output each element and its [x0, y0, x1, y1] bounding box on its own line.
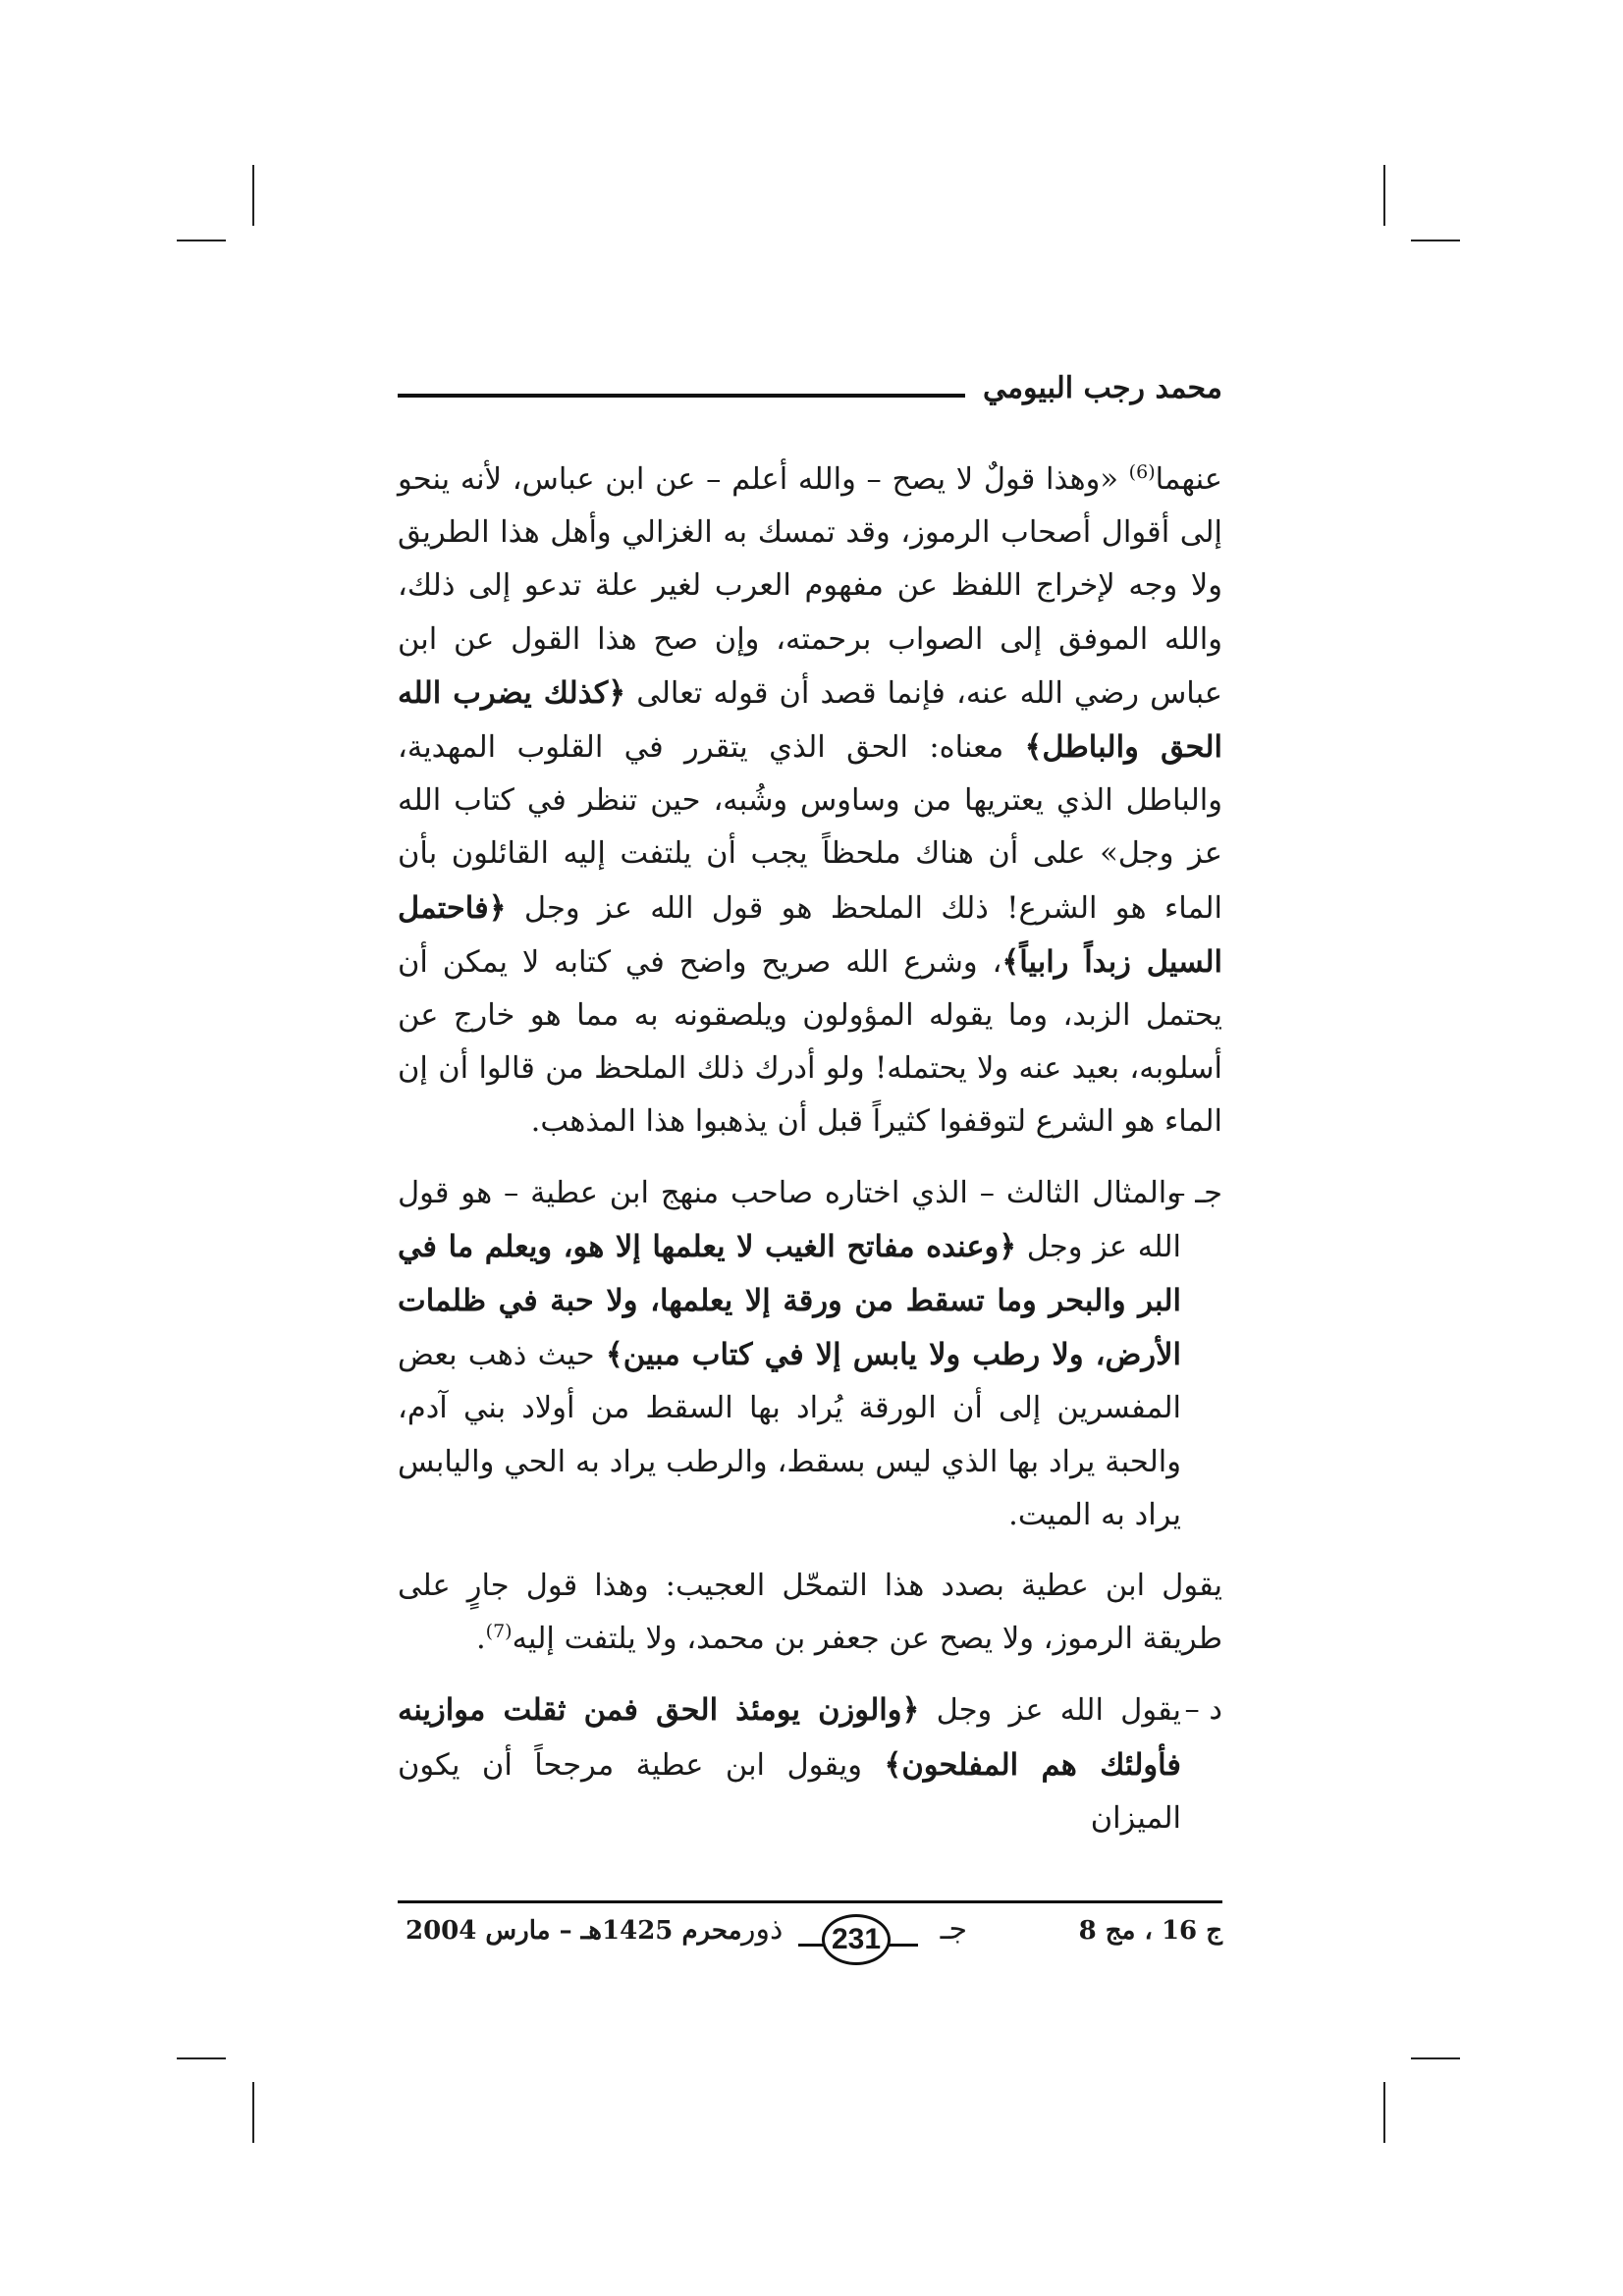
list-item: د – يقول الله عز وجل ﴿والوزن يومئذ الحق فمن ثقلت موازينه فأولئك هم المفلحون﴾ ويقول ابن عطية مرجحاً أن يكون الميزان — [398, 1683, 1222, 1845]
crop-mark — [1383, 165, 1385, 226]
issue-date: محرم 1425هـ – مارس 2004 — [406, 1916, 742, 1946]
quran-quote: ﴿فاحتمل السيل زبداً رابياً﴾ — [398, 889, 1222, 980]
crop-mark — [1411, 240, 1460, 241]
quran-quote: ﴿والوزن يومئذ الحق فمن ثقلت موازينه فأولئك هم المفلحون﴾ — [398, 1692, 1181, 1783]
page-footer — [398, 1904, 1222, 1973]
header-rule — [398, 394, 965, 398]
footer-rule — [398, 1900, 1222, 1903]
footnote-ref: (6) — [1128, 460, 1156, 483]
issue-info: ج 16 ، مج 8 — [1078, 1916, 1222, 1946]
list-marker: د – — [1184, 1692, 1222, 1728]
crop-mark — [177, 240, 226, 241]
paragraph: عنهما$^{(6)}$ «وهذا قولٌ لا يصح – والله أعلم – عن ابن عباس، لأنه ينحو إلى أقوال أصحاب الرموز، وقد تمسك به الغزالي وأهل هذا الطريق ولا وجه لإخراج اللفظ عن مفهوم العرب لغير علة تدعو إلى ذلك، والله الموفق إلى الصواب برحمته، وإن صح هذا القول عن ابن عباس رضي الله عنه، فإنما قصد أن قوله تعالى ﴿كذلك يضرب الله الحق والباطل﴾ معناه: الحق الذي يتقرر في القلوب المهدية، والباطل الذي يعتريها من وساوس وشُبه، حين تنظر في كتاب الله عز وجل» على أن هناك ملحظاً يجب أن يلتفت إليه القائلون بأن الماء هو الشرع! ذلك الملحظ هو قول الله عز وجل ﴿فاحتمل السيل زبداً رابياً﴾، وشرع الله صريح واضح في كتابه لا يمكن أن يحتمل الزبد، وما يقوله المؤولون ويلصقونه به مما هو خارج عن أسلوبه، بعيد عنه ولا يحتمله! ولو أدرك ذلك الملحظ من قالوا أن إن الماء هو الشرع لتوقفوا كثيراً قبل أن يذهبوا هذا المذهب. — [398, 460, 1222, 1140]
list-marker: جـ – — [1170, 1175, 1222, 1210]
crop-mark — [177, 2057, 226, 2059]
crop-mark — [1383, 2082, 1385, 2143]
paragraph: يقول ابن عطية بصدد هذا التمحّل العجيب: وهذا قول جارٍ على طريقة الرموز، ولا يصح عن جعفر بن محمد، ولا يلتفت إليه$^{(7)}$. — [398, 1569, 1222, 1657]
quran-quote: ﴿وعنده مفاتح الغيب لا يعلمها إلا هو، ويعلم ما في البر والبحر وما تسقط من ورقة إلا يعلمها، ولا حبة في ظلمات الأرض، ولا رطب ولا يابس إلا في كتاب مبين﴾ — [398, 1228, 1181, 1373]
quran-quote: ﴿كذلك يضرب الله الحق والباطل﴾ — [398, 674, 1222, 766]
list-item: جـ – والمثال الثالث – الذي اختاره صاحب منهج ابن عطية – هو قول الله عز وجل ﴿وعنده مفاتح الغيب لا يعلمها إلا هو، ويعلم ما في البر والبحر وما تسقط من ورقة إلا يعلمها، ولا حبة في ظلمات الأرض، ولا رطب ولا يابس إلا في كتاب مبين﴾ حيث ذهب بعض المفسرين إلى أن الورقة يُراد بها السقط من أولاد بني آدم، والحبة يراد بها الذي ليس بسقط، والرطب يراد به الحي واليابس يراد به الميت. — [398, 1167, 1222, 1542]
journal-logo — [741, 1908, 967, 1963]
crop-mark — [252, 165, 254, 226]
article-body — [398, 454, 1222, 1845]
crop-mark — [1411, 2057, 1460, 2059]
footnote-ref: (7) — [485, 1621, 513, 1643]
logo-text-right: جـ — [940, 1912, 967, 1947]
author-name: محمد رجب البيومي — [982, 371, 1222, 405]
logo-text-left: ذور — [741, 1912, 784, 1947]
running-header — [398, 365, 1222, 424]
crop-mark — [252, 2082, 254, 2143]
page-number: 231 — [822, 1914, 891, 1965]
